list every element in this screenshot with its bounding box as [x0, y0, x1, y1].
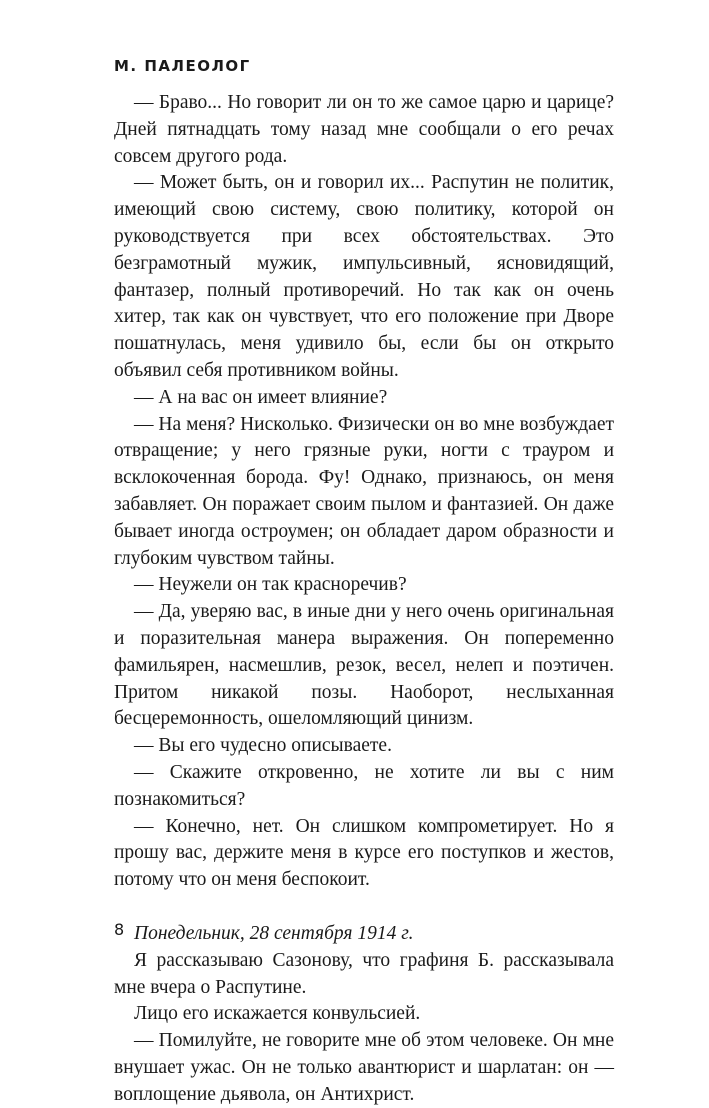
page-number: 8	[114, 920, 125, 939]
paragraph: — Скажите откровенно, не хотите ли вы с ним познакомиться?	[114, 761, 614, 810]
paragraph: Я рассказываю Сазонову, что графиня Б. рассказывала мне вчера о Распутине.	[114, 949, 614, 998]
paragraph: — Помилуйте, не говорите мне об этом человеке. Он мне внушает ужас. Он не только авантюрист и шарлатан: он — воплощение дьявола, он Антихрист.	[114, 1030, 614, 1105]
body-text	[114, 90, 614, 1108]
paragraph: — Неужели он так красноречив?	[134, 574, 407, 596]
running-head: М. ПАЛЕОЛОГ	[114, 57, 251, 75]
date-heading: Понедельник, 28 сентября 1914 г.	[134, 922, 414, 944]
paragraph: Лицо его искажается конвульсией.	[134, 1003, 421, 1025]
paragraph: — Может быть, он и говорил их... Распутин не политик, имеющий свою систему, свою политику, которой он руководствуется при всех обстоятельствах. Это безграмотный мужик, импульсивный, ясновидящий, фантазер, полный противоречий. Но так как он очень хитер, так как он чувствует, что его положение при Дворе пошатнулась, меня удивило бы, если бы он открыто объявил себя противником войны.	[114, 172, 614, 381]
paragraph: — Браво... Но говорит ли он то же самое царю и царице? Дней пятнадцать тому назад мне сообщали о его речах совсем другого рода.	[114, 92, 614, 167]
paragraph: — Да, уверяю вас, в иные дни у него очень оригинальная и поразительная манера выражения. Он попеременно фамильярен, насмешлив, резок, весел, нелеп и поэтичен. Притом никакой позы. Наоборот, неслыханная бесцеремонность, ошеломляющий цинизм.	[114, 601, 614, 730]
paragraph: — Конечно, нет. Он слишком компрометирует. Но я прошу вас, держите меня в курсе его поступков и жестов, потому что он меня беспокоит.	[114, 815, 614, 891]
paragraph: — На меня? Нисколько. Физически он во мне возбуждает отвращение; у него грязные руки, ногти с трауром и всклокоченная борода. Фу! Однако, признаюсь, он меня забавляет. Он поражает своим пылом и фантазией. Он даже бывает иногда остроумен; он обладает даром образности и глубоким чувством тайны.	[114, 413, 614, 569]
paragraph: — Вы его чудесно описываете.	[134, 735, 392, 757]
paragraph: — А на вас он имеет влияние?	[134, 386, 388, 408]
